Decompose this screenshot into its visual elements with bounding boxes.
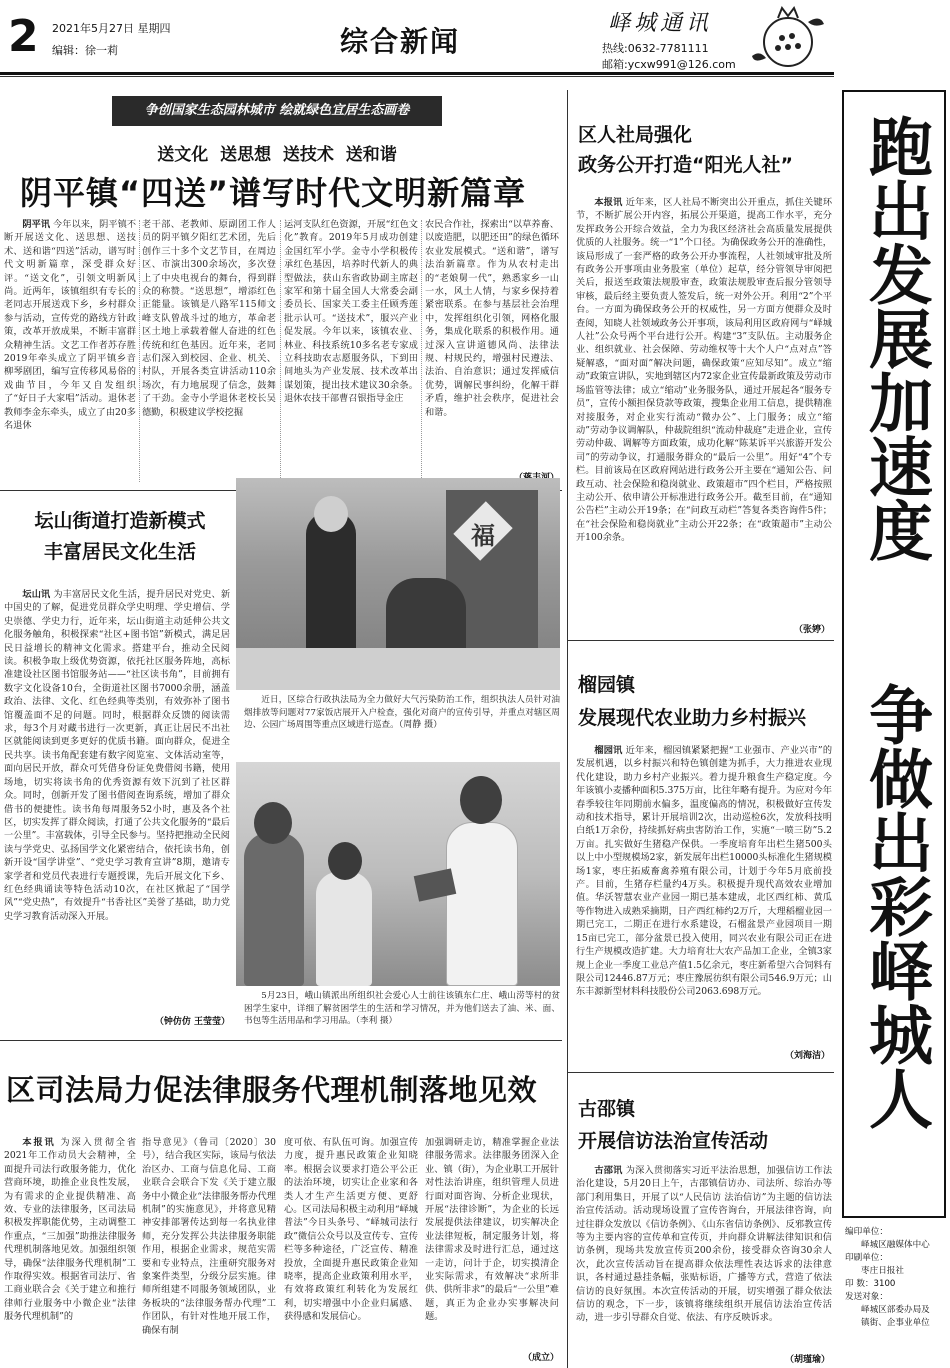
colophon-item: 峄城区部委办局及 xyxy=(861,1305,930,1315)
photo1-caption-text: 近日，区综合行政执法局为全力做好大气污染防治工作，组织执法人员针对油烟排放等问题对77家饭店展开入户检查，强化对商户的宣传引导，并重点对辖区周边、公园广场周围等重点区域进行巡查。 xyxy=(244,695,560,731)
renshe-body xyxy=(576,196,832,624)
yinping-text-2: 老干部、老教师、原副团工作人员的阴平镇夕阳红艺术团，先后创作三十多个文艺节目，在周边区、市演出300余场次，多次登上了中央电视台的舞台，得到群众的称赞。“送思想”，增添红色正能量。该镇是八路军115师文峰支队曾战斗过的地方，革命老区土地上承载着催人奋进的红色传统和红色基因。近年来，老同志们深入到校园、企业、机关、村队，开展各类宣讲活动110余场次，有力地展现了信念，鼓舞了干劲。金寺小学退休老校长吴德勤，积极建议学校挖掘 xyxy=(142,219,276,418)
yinping-col4 xyxy=(425,218,559,468)
photo2-caption-text: 5月23日，峨山镇派出所组织社会爱心人士前往该镇东仁庄、峨山涝等村的贫困学生家中，详细了解贫困学生的生活和学习情况，并为他们送去了油、米、面、书包等生活用品和学习用品。 xyxy=(244,991,560,1027)
renshe-headline-2: 政务公开打造“阳光人社” xyxy=(578,154,793,176)
photo2-caption xyxy=(244,990,560,1028)
section-rule xyxy=(568,640,834,641)
liuyuan-body xyxy=(576,744,832,1048)
date-line: 2021年5月27日 星期四 xyxy=(52,22,171,35)
woman-figure xyxy=(244,832,304,986)
col-divider xyxy=(139,220,140,482)
col-divider xyxy=(421,220,422,482)
liuyuan-text: 近年来，榴园镇紧紧把握“工业强市、产业兴市”的发展机遇，以乡村振兴和特色镇创建为抓手，大力推进农业现代化建设，助力乡村产业振兴。着力提升粮食生产稳定度。今年该镇小麦播种面积5.375万亩，比往年略有提升。为应对今年春季较往年同期前水偏多，温度偏高的情况，积极做好宣传发动和技术指导，累计开展培训2次，出动巡检6次，发放科技明白纸1万余份，持续抓好病虫害防治工作，实施“一喷三防”5.2万亩。扎实做好生猪稳产保供。一季度培育年出栏生猪500头以上中小型规模场2家，新发展年出栏10000头标准化生猪规模场1家，枣庄拓威畜禽养殖有限公司，计划于今年5月底前投产。目前，生猪存栏量约4万头。积极提升现代高效农业增加值。华沃智慧农业产业园一期已基本建成，北区西红柿、黄瓜等作物进入成熟采摘期，日产西红柿约2万斤，大理稻榴业园一期已完工，二期正在进行水系建设，石榴盆景产业园项目一期15亩已完工，部分盆景已投入使用，同兴农业有限公司正在进行生产规模改造扩建。大力培育壮大农产品加工企业，全镇3家规上企业一季度工业总产值1.5亿余元，枣庄新希望六合饲料有限公司12446.87万元；枣庄豫展彷织有限公司546.9万元；山东丰源新型材料科技股份公司2063.698万元。 xyxy=(576,745,832,998)
email: 邮箱:ycxw991@126.com xyxy=(602,58,736,71)
sifa-text-2: 指导意见》（鲁司〔2020〕30号），结合我区实际，该局与依法治区办、工商与信息化局、工商业联合会联合下发《关于建立服务中小微企业“法律服务帮办代理机制”的实施意见》，并将意见精神安排部署传达到每一名执业律师，充分发挥公共法律服务职能作用，根据企业需求，规范实需要和专业特点，注重研究服务对象案件类型，分级分层实施。律师所组建不同服务领域团队，业务板块的“法律服务帮办代理”工作团队，有针对性地开展工作，确保有制 xyxy=(142,1137,276,1336)
girl-head xyxy=(328,842,362,880)
hotline: 热线:0632-7781111 xyxy=(602,42,709,55)
girl-figure xyxy=(316,872,372,986)
sifa-lead: 本报讯 xyxy=(22,1137,56,1148)
kicker: 送文化 送思想 送技术 送和谐 xyxy=(157,145,397,165)
shopkeeper-figure xyxy=(386,578,466,658)
liuyuan-lead: 榴园讯 xyxy=(594,745,623,756)
law-enforcement-photo xyxy=(236,478,560,690)
sifa-text-1: 为深入贯彻全省2021年工作动员大会精神，全面提升司法行政服务能力，优化营商环境，助推企业良性发展，为有需求的企业提供精准、高效、专业的法律服务，区司法局积极发挥职能优势，主动调整工作重点，“三加强”助推法律服务代理机制落地见效。加强组织领导，确保“法律服务代理机制”工作取得实效。根据省司法厅、省工商业联合会《关于建立和推行律师行业服务中小微企业“法律服务代理机制”的 xyxy=(4,1137,136,1323)
right-column-rule xyxy=(567,90,568,1368)
tanshan-text: 为丰富居民文化生活，提升居民对党史、新中国史的了解，促进党员群众学史明理、学史增信、学史崇德、学史力行，近年来，坛山街道主动延伸公共文化服务触角，积极探索“社区+图书馆”新模式，满足居民日益增长的精神文化需求。搭建平台，推动全民阅读。积极争取上级优势资源，依托社区服务阵地，高标准建设社区图书馆服务站——“社区读书角”，目前拥有数字文化设备10台，全街道社区图书7000余册，涵盖政治、法律、文化、红色经典等类别，有效弥补了图书馆覆盖面不足的问题。同时，根据群众反馈的阅读需求，每3个月对藏书进行一次更新，真正让居民不出社区就能阅读到更多更好的优质书籍。面向群众，促进全民共享。读书角配套建有数字阅览室、文体活动室等，面向居民开放，群众可凭借身份证免费借阅书籍，使用场地，切实将读书角的优秀资源有效下沉到了社区群众。同时，创新开发了图书借阅查询系统，增加了群众借书的便捷性。读书角每周服务52小时，惠及各个社区，切实发挥了群众阅读，打通了公共文化服务的“最后一公里”。丰富载体，引导全民参与。坚持把推动全民阅读与学党史、弘扬国学文化紧密结合，依托读书角，创新开设“国学讲堂”、“党史学习教育宣讲”8期，邀请专家学者和党员代表进行专题授课，先后开展文化下乡、红色经典诵读等特色活动10次，在社区掀起了“国学风”“党史热”，有效提升“书香社区”美誉了基础，助力党史学习教育活动深入开展。 xyxy=(4,589,230,922)
sifa-byline: （成立） xyxy=(522,1353,559,1363)
gushao-body xyxy=(576,1164,832,1354)
yinping-lead: 阴平讯 xyxy=(22,219,51,230)
renshe-headline-1: 区人社局强化 xyxy=(578,124,693,146)
yinping-text-4: 农民合作社，探索出“以草养畜、以废造肥，以肥还田”的绿色循环农业发展模式。“送和谐”，谱写法治新篇章。作为从农村走出的“老娘舅一代”，熟悉家乡一山一水，风土人情，与家乡保持着紧密联系。在参与基层社会治理中，发挥组织化引领，网格化服务，集成化联系的积极作用。通过深入宣讲道德风尚、法律法规、村规民约，增强村民遵法、法治、自治意识；通过发挥威信优势，调解民事纠纷，化解干群矛盾，维护社会秩序，促进社会和谐。 xyxy=(425,219,559,418)
side-slogan-line1: 跑出发展加速度 xyxy=(858,114,932,562)
fu-character: 福 xyxy=(471,521,495,550)
photo1-caption xyxy=(244,694,560,732)
sifa-text-3: 度可依、有队伍可询。加强宣传力度，提升惠民政策企业知晓率。根据会议要求打造公平公正的法治环境，切实让企业家和各类人才生产生活更方便、更舒心。区司法局积极主动利用“峄城普法”今日头条号、“峄城司法行政”微信公众号以及宣传专、宣传栏等多种途径，广泛宣传、精准投放，全面提升惠民政策企业知晓率，提高企业政策利用水平，有效将政策红利转化为发展红利，切实增强中小企业归属感、获得感和发展信心。 xyxy=(284,1137,418,1323)
photo2-credit: （李利 摄） xyxy=(355,1016,398,1027)
liuyuan-headline-1: 榴园镇 xyxy=(578,674,636,696)
man-figure xyxy=(446,822,518,986)
gushao-text: 为深入贯彻落实习近平法治思想，加强信访工作法治化建设，5月20日上午，古邵镇信访办、司法所、综治办等部门利用集日，开展了以“人民信访 法治信访”为主题的信访法治宣传活动。活动现场设置了宣传咨询台，开展法律咨询，向过往群众发放以《信访条例》、《山东省信访条例》、反邪教宣传等为主要内容的宣传单和宣传页，并向群众讲解法律知识和信访条例，现场共发放宣传页200余份，接受群众咨询30余人次，此次宣传活动旨在提高群众依法理性表达诉求的法律意识，各村通过悬挂条幅，张贴标语，广播等方式，营造了依法信访的良好氛围。本次宣传活动的开展，切实增强了群众依法信访的观念，下一步，该镇将继续组织开展信访法治宣传活动，进一步引导群众自觉、依法、有序反映诉求。 xyxy=(576,1165,832,1324)
renshe-lead: 本报讯 xyxy=(594,197,623,208)
pomegranate-logo-icon xyxy=(748,2,828,72)
gushao-lead: 古邵讯 xyxy=(594,1165,623,1176)
tanshan-headline-2: 丰富居民文化生活 xyxy=(43,541,196,563)
photo1-credit: （周静 摄） xyxy=(398,720,443,731)
col-divider xyxy=(280,220,281,482)
tanshan-lead: 坛山讯 xyxy=(22,589,51,600)
colophon-item: 印刷单位： xyxy=(845,1253,888,1263)
page-number: 2 xyxy=(8,11,39,62)
section-rule xyxy=(568,1072,834,1073)
man-head xyxy=(460,776,502,824)
sifa-col2 xyxy=(142,1136,276,1364)
slogan-text: 争创国家生态园林城市 绘就绿色宜居生态画卷 xyxy=(144,103,410,118)
officer-head xyxy=(314,496,348,532)
liuyuan-byline: （刘海洁） xyxy=(784,1051,830,1061)
yinping-text-1: 今年以来，阴平镇不断开展送文化、送思想、送技术、送和谐“四送”活动，谱写时代文明新篇章，深受群众好评。“送文化”，引领文明新风尚。近两年，该镇组织有专长的老同志开展送戏下乡，乡村群众参与活动，宣传党的路线方针政策，改革开放成果，不断丰富群众精神生活。文艺工作者苏存胜2019年牵头成立了阴平镇乡音柳琴剧团，编写宣传移风易俗的戏曲节目，今年又自发组织了“好日子大家唱”活动。退休老教师李金东牵头，成立了由20多名退休 xyxy=(4,219,136,432)
sifa-col4 xyxy=(425,1136,559,1348)
colophon-item: 发送对象： xyxy=(845,1292,888,1302)
woman-head xyxy=(254,802,292,844)
yinping-text-3: 运河支队红色资源，开展“红色文化”教育。2019年5月成功创建金国红军小学。金寺小学积极传承红色基因，培养时代新人的典型做法，获山东省政协副主席赵家军和第十届全国人大常委会副委员长、国家关工委主任顾秀莲批示认可。“送技术”，服兴产业促发展。今年以来，该镇农业、林业、科技系统10多名老专家成立科技助农志愿服务队，下到田间地头为产业发展、技术改革出谋划策，提出技术建议30余条。退休农技干部曹召银指导金庄 xyxy=(284,219,418,405)
gushao-byline: （胡瑾瑜） xyxy=(700,1352,830,1365)
slogan-banner xyxy=(112,96,442,126)
gushao-headline-1: 古邵镇 xyxy=(578,1098,636,1120)
main-headline: 阴平镇“四送”谱写时代文明新篇章 xyxy=(20,174,527,212)
tanshan-byline: （钟仿仿 王莹莹） xyxy=(100,1014,230,1027)
sifa-col1 xyxy=(4,1136,136,1364)
colophon-item: 峄城区融媒体中心 xyxy=(861,1240,930,1250)
sifa-col3 xyxy=(284,1136,418,1364)
header-rule xyxy=(0,72,834,75)
colophon-item: 枣庄日报社 xyxy=(861,1266,904,1276)
paper-name: 峄城通讯 xyxy=(608,11,713,36)
header-rule-thin xyxy=(0,76,834,77)
yinping-col1 xyxy=(4,218,136,486)
colophon-item: 编印单位： xyxy=(845,1227,888,1237)
sifa-headline: 区司法局力促法律服务代理机制落地见效 xyxy=(6,1073,538,1107)
renshe-text: 近年来，区人社局不断突出公开重点，抓住关键环节，不断扩展公开内容，拓展公开渠道，提高工作水平，充分发挥政务公开综合效益，全力为我区经济社会高质量发展提供优质的人社服务。统一“1”个口径。为确保政务公开的准确性，该局形成了一套严格的政务公开办事流程，人社领域审批及所有政务公开事项由业务股室（单位）起草，经分管领导审阅把关后，报送至政策法规股审查，政策法规股审查后报分管领导审核，最后经主要负责人签发后，统一对外公开。利用“2”个平台。一方面为确保政务公开的权威性，另一方面方便群众及时查阅，知晓人社领域政务公开事项，该局利用区政府网与“峄城人社”公众号两个平台进行公开。构建“3”支队伍。主动服务企业、组织就业、社会保障、劳动维权等十大个人户“点对点”答疑解惑，“面对面”解决问题，确保政策“应知尽知”。成立“缩动”政策宣讲队，实地到辖区内72家企业宣传最新政策及劳动市场监管等法律；成立“缩动”业务服务队，通过开展起各“服务专员”，宣传小额担保贷款等政策，搜集企业用工信息，提供精准对接服务，对企业实行流动“微办公”、上门服务；成立“缩动”劳动争议调解队，仲裁院组织“流动仲裁庭”走进企业，宣传劳动仲裁、调解等方面政策，成功化解“陈某诉平兴旅游开发公司”的劳动争议，打通服务群众的“最后一公里”。用好“4”个专栏。目前该局在区政府网站进行政务公开主要在“通知公告、问政互动、社会保险和稳岗就业、政策超市”四个栏目，严格按照主动公开、依申请公开标准进行政务公开。截至目前，在“通知公告栏”主动公开19条；在“问政互动栏”答复各类咨询件5件；在“社会保险和稳岗就业”主动公开22条；在“政策超市”主动公开100余条。 xyxy=(576,197,832,544)
colophon-item: 印 数：3100 xyxy=(845,1279,896,1289)
counter-table xyxy=(236,648,560,690)
section-rule xyxy=(0,1040,562,1041)
renshe-byline: （张婷） xyxy=(793,625,830,635)
tanshan-headline-1: 坛山街道打造新模式 xyxy=(34,510,206,532)
side-slogan-line2: 争做出彩峄城人 xyxy=(858,682,932,1130)
gushao-headline-2: 开展信访法治宣传活动 xyxy=(578,1130,769,1152)
editor-line: 编辑：徐一莉 xyxy=(52,44,118,57)
visit-students-photo xyxy=(236,762,560,986)
yinping-col3 xyxy=(284,218,418,486)
colophon xyxy=(845,1226,949,1330)
officer-figure xyxy=(306,512,356,662)
sifa-text-4: 加强调研走访，精准掌握企业法律服务需求。法律服务团深入企业、镇（街），为企业职工开展针对性法治讲座，组织管理人员进行面对面咨询、分析企业现状，开展“法律诊断”，为企业的长远发展提供法律建议，切实解决企业法律短板，制定服务计划，将法律需求及时进行汇总，通过这一走访，问计于企，切实摸清企业实际需求，有效解决“求所非供、供所非求”的最后“一公里”难题，真正为企业办实事解决问题。 xyxy=(425,1137,559,1323)
colophon-item: 镇街、企事业单位 xyxy=(861,1318,930,1328)
section-title: 综合新闻 xyxy=(340,25,461,58)
side-slogan-box xyxy=(842,90,946,1218)
yinping-col2 xyxy=(142,218,276,486)
liuyuan-headline-2: 发展现代农业助力乡村振兴 xyxy=(578,707,807,729)
